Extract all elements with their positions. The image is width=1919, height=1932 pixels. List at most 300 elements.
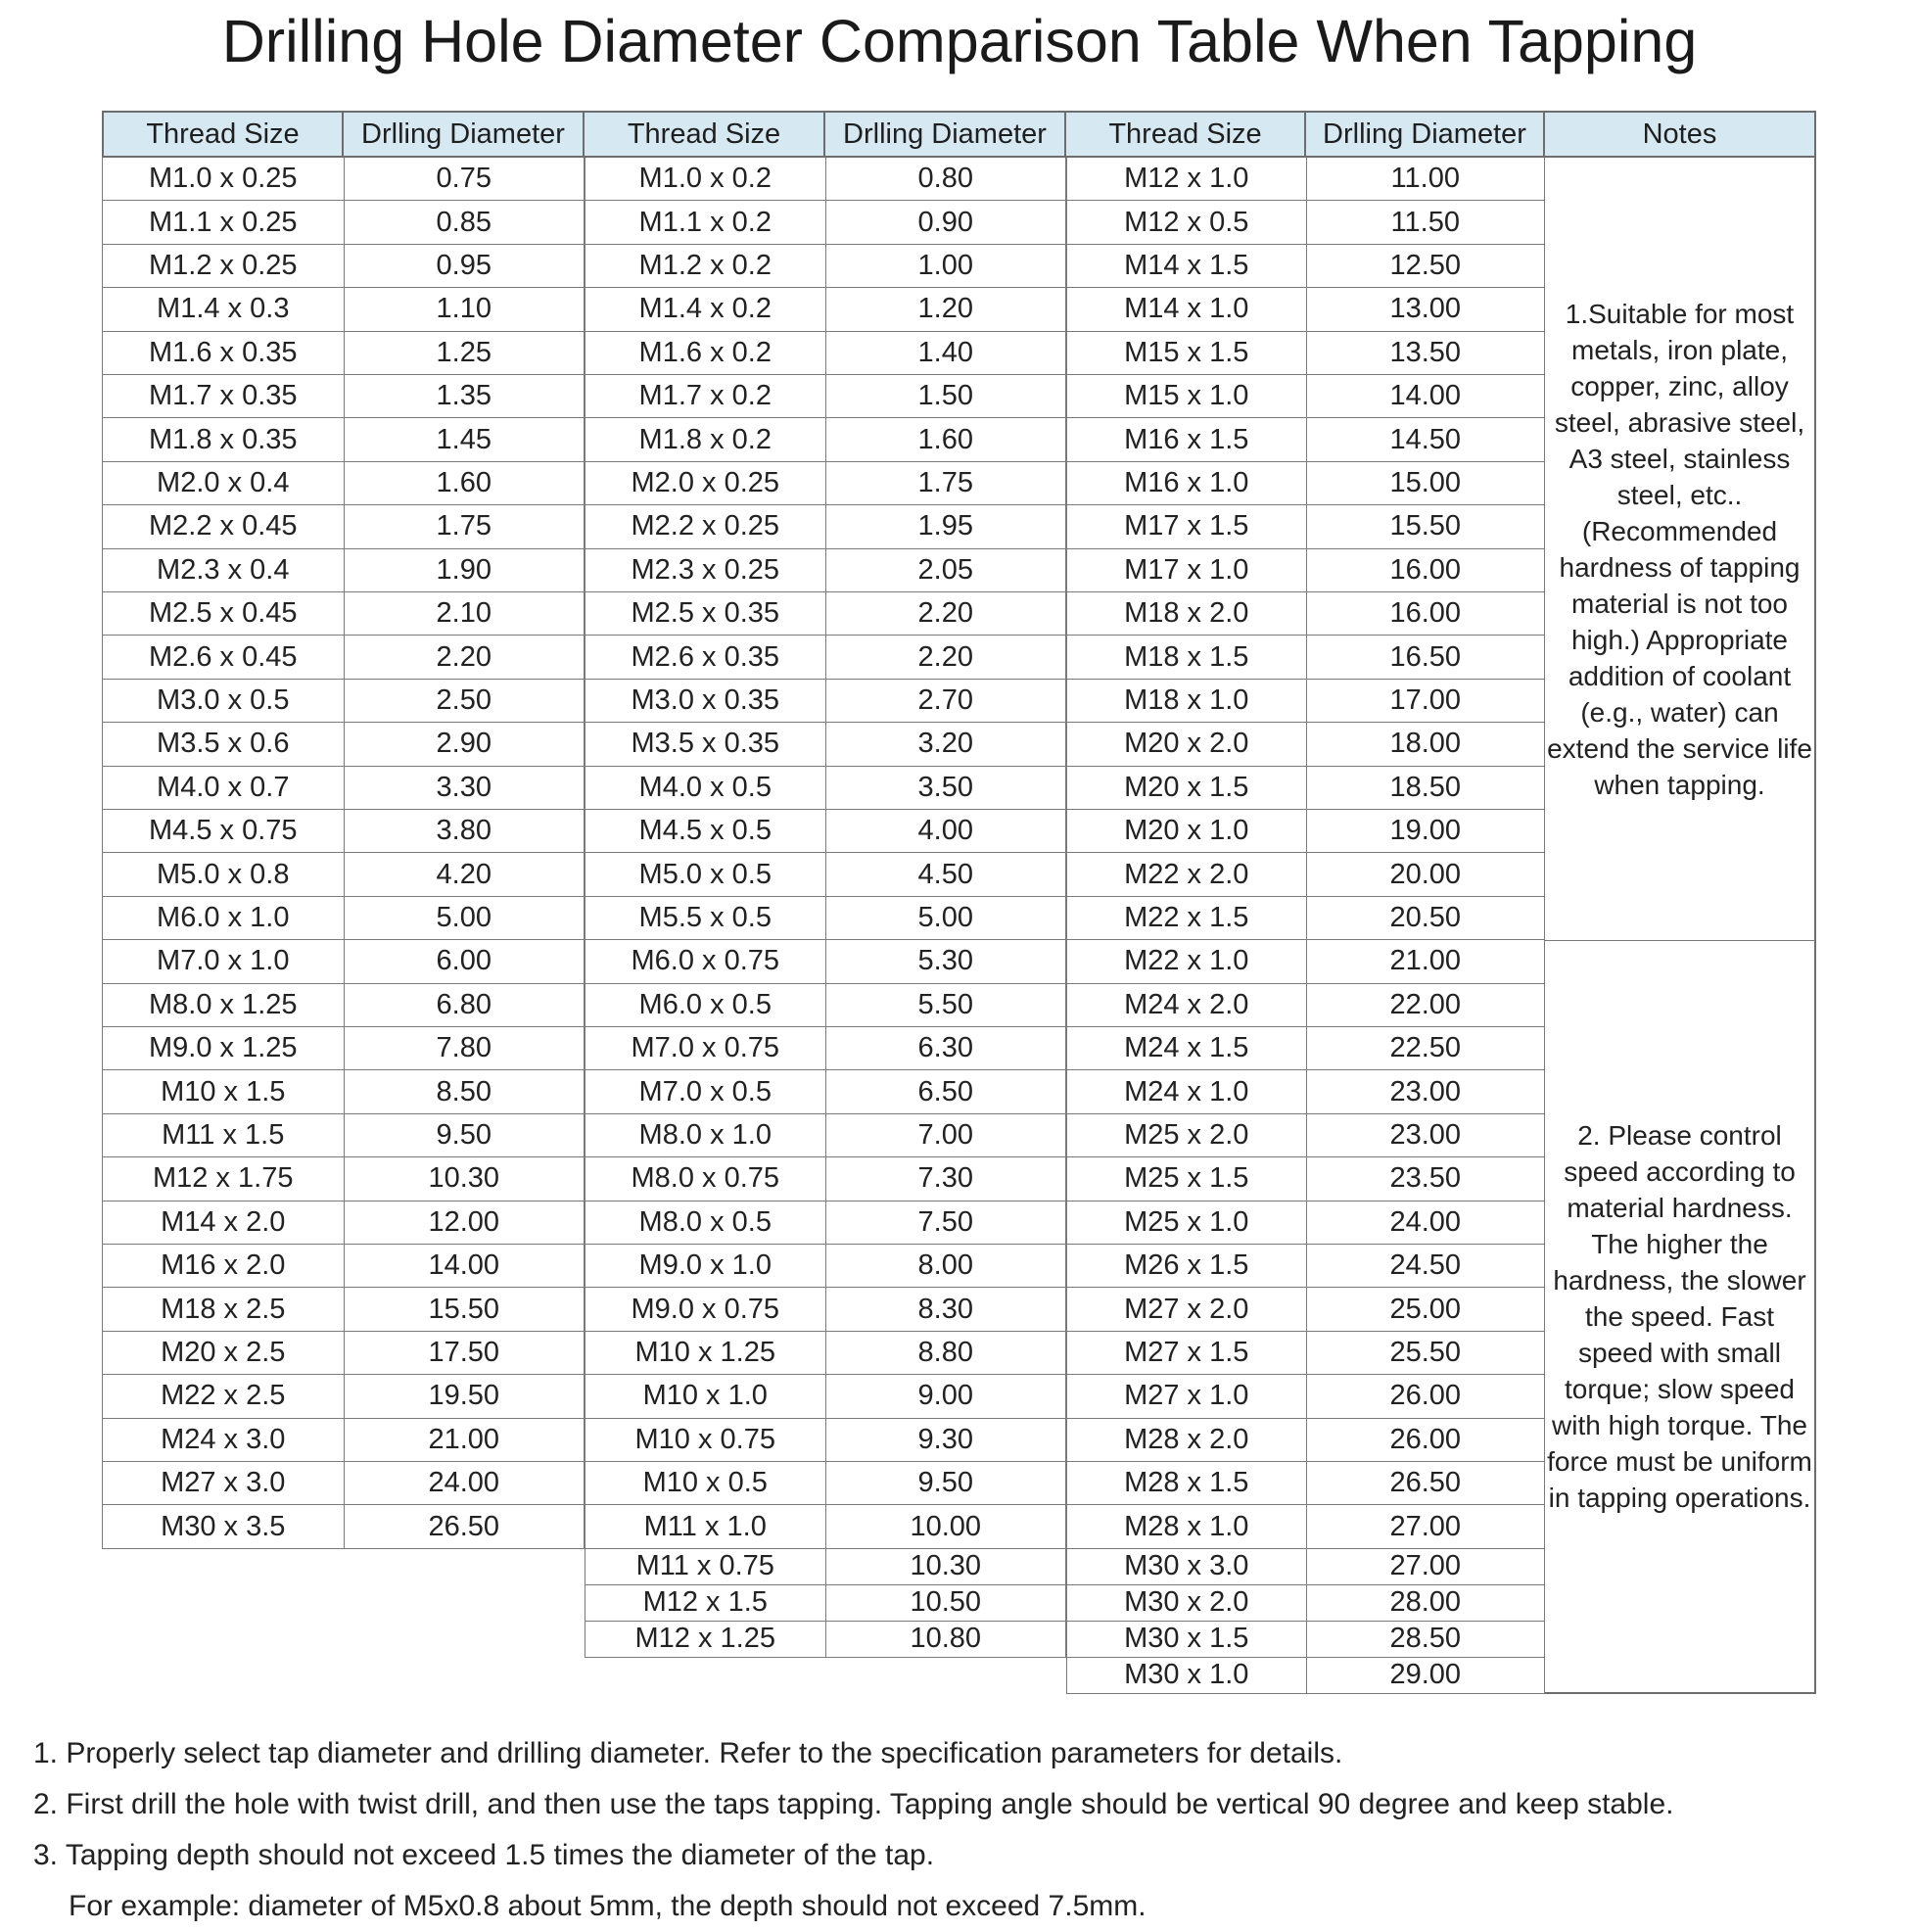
thread-size-cell: M16 x 1.5	[1067, 418, 1307, 460]
table-row	[585, 462, 1066, 505]
thread-size-cell: M2.3 x 0.4	[103, 549, 345, 591]
table-row	[1066, 1375, 1545, 1418]
table-row	[1066, 158, 1545, 201]
drilling-diameter-cell: 3.20	[826, 723, 1067, 765]
thread-size-cell: M12 x 1.0	[1067, 158, 1307, 200]
drilling-diameter-cell: 2.05	[826, 549, 1067, 591]
drilling-diameter-cell: 5.50	[826, 984, 1067, 1026]
drilling-diameter-cell: 10.30	[345, 1157, 585, 1200]
thread-size-cell: M18 x 1.0	[1067, 680, 1307, 722]
drilling-diameter-cell: 8.50	[345, 1070, 585, 1112]
thread-size-cell: M17 x 1.5	[1067, 505, 1307, 547]
drilling-diameter-cell: 6.00	[345, 940, 585, 982]
table-row	[585, 1027, 1066, 1070]
thread-size-cell: M1.6 x 0.2	[585, 332, 826, 374]
drilling-diameter-cell: 10.00	[826, 1505, 1067, 1547]
thread-size-cell: M15 x 1.5	[1067, 332, 1307, 374]
notes-text-1: 1.Suitable for most metals, iron plate, copper, zinc, alloy steel, abrasive steel, A3 steel, stainless steel, etc..(Recommended hardness of tapping material is not too high.) Appropriate addition of coolant (e.g., water) can extend the service life when tapping.	[1547, 298, 1812, 800]
header-drilling-diameter-3: Drlling Diameter	[1306, 111, 1545, 158]
table-row	[102, 158, 585, 201]
footnote-3: 3. Tapping depth should not exceed 1.5 times the diameter of the tap.	[33, 1839, 935, 1871]
drilling-diameter-cell: 14.00	[345, 1245, 585, 1287]
drilling-diameter-cell: 1.50	[826, 375, 1067, 417]
table-row	[102, 1288, 585, 1331]
table-row	[1066, 1070, 1545, 1113]
table-row	[585, 1288, 1066, 1331]
drilling-diameter-cell: 3.50	[826, 767, 1067, 809]
notes-cell-1	[1545, 158, 1816, 941]
drilling-diameter-cell: 1.95	[826, 505, 1067, 547]
table-row	[1066, 332, 1545, 375]
thread-size-cell: M10 x 0.5	[585, 1462, 826, 1504]
drilling-diameter-cell: 25.00	[1307, 1288, 1546, 1330]
drilling-diameter-cell: 10.80	[826, 1622, 1067, 1657]
table-row	[1066, 984, 1545, 1027]
drilling-diameter-cell: 2.70	[826, 680, 1067, 722]
thread-size-cell: M22 x 1.0	[1067, 940, 1307, 982]
drilling-diameter-cell: 4.20	[345, 853, 585, 895]
thread-size-cell: M1.1 x 0.2	[585, 201, 826, 243]
drilling-diameter-cell: 2.90	[345, 723, 585, 765]
table-row	[102, 505, 585, 548]
table-row	[585, 810, 1066, 853]
table-row	[102, 1114, 585, 1157]
thread-size-cell: M10 x 0.75	[585, 1419, 826, 1461]
table-row	[1066, 723, 1545, 766]
drilling-diameter-cell: 1.40	[826, 332, 1067, 374]
table-row	[102, 201, 585, 244]
drilling-diameter-cell: 0.80	[826, 158, 1067, 200]
thread-size-cell: M1.4 x 0.2	[585, 288, 826, 330]
thread-size-cell: M20 x 1.0	[1067, 810, 1307, 852]
thread-size-cell: M24 x 2.0	[1067, 984, 1307, 1026]
table-row	[1066, 592, 1545, 636]
table-row	[585, 592, 1066, 636]
table-row	[102, 375, 585, 418]
thread-size-cell: M24 x 1.5	[1067, 1027, 1307, 1069]
drilling-diameter-cell: 22.50	[1307, 1027, 1546, 1069]
thread-size-cell: M2.0 x 0.25	[585, 462, 826, 504]
table-row	[585, 505, 1066, 548]
table-row	[1066, 1114, 1545, 1157]
table-row	[585, 984, 1066, 1027]
drilling-diameter-cell: 24.00	[1307, 1202, 1546, 1244]
thread-size-cell: M12 x 1.5	[585, 1585, 826, 1621]
drilling-diameter-cell: 27.00	[1307, 1505, 1546, 1547]
thread-size-cell: M1.7 x 0.35	[103, 375, 345, 417]
thread-size-cell: M18 x 1.5	[1067, 636, 1307, 678]
thread-size-cell: M4.5 x 0.75	[103, 810, 345, 852]
table-row	[585, 549, 1066, 592]
table-row	[1066, 1332, 1545, 1375]
thread-size-cell: M30 x 2.0	[1067, 1585, 1307, 1621]
thread-size-cell: M27 x 1.5	[1067, 1332, 1307, 1374]
table-row	[585, 158, 1066, 201]
thread-size-cell: M8.0 x 1.0	[585, 1114, 826, 1156]
header-thread-size-2: Thread Size	[585, 111, 825, 158]
drilling-diameter-cell: 18.50	[1307, 767, 1546, 809]
table-row	[585, 1157, 1066, 1201]
drilling-diameter-cell: 23.00	[1307, 1114, 1546, 1156]
table-row	[102, 984, 585, 1027]
drilling-diameter-cell: 27.00	[1307, 1549, 1546, 1584]
drilling-diameter-cell: 13.00	[1307, 288, 1546, 330]
thread-size-cell: M1.2 x 0.2	[585, 245, 826, 287]
thread-size-cell: M3.5 x 0.6	[103, 723, 345, 765]
table-row	[102, 332, 585, 375]
drilling-diameter-cell: 2.50	[345, 680, 585, 722]
drilling-diameter-cell: 6.50	[826, 1070, 1067, 1112]
thread-size-cell: M28 x 1.5	[1067, 1462, 1307, 1504]
drilling-diameter-cell: 2.20	[826, 636, 1067, 678]
drilling-diameter-cell: 7.30	[826, 1157, 1067, 1200]
thread-size-cell: M6.0 x 0.75	[585, 940, 826, 982]
drilling-diameter-cell: 26.00	[1307, 1419, 1546, 1461]
table-row	[1066, 810, 1545, 853]
table-row	[1066, 1419, 1545, 1462]
drilling-diameter-cell: 9.50	[345, 1114, 585, 1156]
thread-size-cell: M22 x 2.0	[1067, 853, 1307, 895]
thread-size-cell: M1.8 x 0.35	[103, 418, 345, 460]
footnote-1: 1. Properly select tap diameter and drilling diameter. Refer to the specification parameters for details.	[33, 1737, 1343, 1769]
drilling-diameter-cell: 1.60	[826, 418, 1067, 460]
footnotes	[33, 1728, 1894, 1932]
thread-size-cell: M8.0 x 0.5	[585, 1202, 826, 1244]
thread-size-cell: M20 x 2.0	[1067, 723, 1307, 765]
thread-size-cell: M9.0 x 1.0	[585, 1245, 826, 1287]
thread-size-cell: M24 x 1.0	[1067, 1070, 1307, 1112]
table-row	[1066, 1622, 1545, 1658]
table-row	[585, 853, 1066, 896]
thread-size-cell: M2.5 x 0.35	[585, 592, 826, 635]
drilling-diameter-cell: 17.50	[345, 1332, 585, 1374]
thread-size-cell: M18 x 2.0	[1067, 592, 1307, 635]
drilling-diameter-cell: 29.00	[1307, 1658, 1546, 1693]
thread-size-cell: M1.0 x 0.2	[585, 158, 826, 200]
table-row	[585, 767, 1066, 810]
table-row	[585, 897, 1066, 940]
table-row	[1066, 1027, 1545, 1070]
thread-size-cell: M6.0 x 0.5	[585, 984, 826, 1026]
thread-size-cell: M27 x 2.0	[1067, 1288, 1307, 1330]
thread-size-cell: M11 x 0.75	[585, 1549, 826, 1584]
table-row	[1066, 1462, 1545, 1505]
table-row	[585, 1622, 1066, 1658]
table-row	[102, 1505, 585, 1548]
drilling-diameter-cell: 20.50	[1307, 897, 1546, 939]
drilling-diameter-cell: 9.00	[826, 1375, 1067, 1417]
drilling-diameter-cell: 7.80	[345, 1027, 585, 1069]
drilling-diameter-cell: 1.60	[345, 462, 585, 504]
drilling-diameter-cell: 24.50	[1307, 1245, 1546, 1287]
table-row	[585, 375, 1066, 418]
drilling-diameter-cell: 1.25	[345, 332, 585, 374]
table-row	[585, 1419, 1066, 1462]
table-row	[1066, 245, 1545, 288]
table-row	[1066, 418, 1545, 461]
thread-size-cell: M14 x 1.5	[1067, 245, 1307, 287]
table-row	[102, 288, 585, 331]
header-thread-size-3: Thread Size	[1066, 111, 1306, 158]
thread-size-cell: M17 x 1.0	[1067, 549, 1307, 591]
table-row	[585, 245, 1066, 288]
drilling-diameter-cell: 4.50	[826, 853, 1067, 895]
drilling-diameter-cell: 21.00	[345, 1419, 585, 1461]
thread-size-cell: M16 x 1.0	[1067, 462, 1307, 504]
drilling-diameter-cell: 2.20	[826, 592, 1067, 635]
thread-size-cell: M11 x 1.5	[103, 1114, 345, 1156]
table-row	[102, 810, 585, 853]
table-row	[102, 897, 585, 940]
thread-size-cell: M4.0 x 0.5	[585, 767, 826, 809]
drilling-diameter-cell: 25.50	[1307, 1332, 1546, 1374]
drilling-diameter-cell: 15.50	[1307, 505, 1546, 547]
table-row	[102, 723, 585, 766]
thread-size-cell: M7.0 x 0.5	[585, 1070, 826, 1112]
thread-size-cell: M7.0 x 1.0	[103, 940, 345, 982]
thread-size-cell: M1.6 x 0.35	[103, 332, 345, 374]
table-row	[585, 1375, 1066, 1418]
drilling-diameter-cell: 17.00	[1307, 680, 1546, 722]
drilling-diameter-cell: 20.00	[1307, 853, 1546, 895]
table-row	[1066, 1658, 1545, 1694]
thread-size-cell: M9.0 x 0.75	[585, 1288, 826, 1330]
thread-size-cell: M5.5 x 0.5	[585, 897, 826, 939]
thread-size-cell: M1.0 x 0.25	[103, 158, 345, 200]
thread-size-cell: M11 x 1.0	[585, 1505, 826, 1547]
drilling-diameter-cell: 1.90	[345, 549, 585, 591]
drilling-diameter-cell: 0.90	[826, 201, 1067, 243]
drilling-diameter-cell: 12.50	[1307, 245, 1546, 287]
drilling-diameter-cell: 26.50	[1307, 1462, 1546, 1504]
thread-size-cell: M30 x 3.0	[1067, 1549, 1307, 1584]
drilling-diameter-cell: 1.75	[345, 505, 585, 547]
thread-size-cell: M10 x 1.0	[585, 1375, 826, 1417]
drilling-diameter-cell: 28.50	[1307, 1622, 1546, 1657]
thread-size-cell: M3.0 x 0.35	[585, 680, 826, 722]
drilling-diameter-cell: 16.00	[1307, 549, 1546, 591]
drilling-diameter-cell: 10.30	[826, 1549, 1067, 1584]
thread-size-cell: M22 x 1.5	[1067, 897, 1307, 939]
thread-size-cell: M2.0 x 0.4	[103, 462, 345, 504]
drilling-diameter-cell: 5.00	[345, 897, 585, 939]
table-row	[102, 853, 585, 896]
thread-size-cell: M1.1 x 0.25	[103, 201, 345, 243]
footnote-2: 2. First drill the hole with twist drill, and then use the taps tapping. Tapping angle should be vertical 90 degree and keep stable.	[33, 1788, 1674, 1820]
table-row	[102, 1332, 585, 1375]
drilling-diameter-cell: 14.50	[1307, 418, 1546, 460]
drilling-diameter-cell: 7.50	[826, 1202, 1067, 1244]
thread-size-cell: M27 x 3.0	[103, 1462, 345, 1504]
thread-size-cell: M25 x 2.0	[1067, 1114, 1307, 1156]
drilling-diameter-cell: 1.35	[345, 375, 585, 417]
table-row	[102, 549, 585, 592]
table-row	[102, 592, 585, 636]
drilling-diameter-cell: 26.00	[1307, 1375, 1546, 1417]
drilling-diameter-cell: 21.00	[1307, 940, 1546, 982]
header-drilling-diameter-1: Drlling Diameter	[344, 111, 585, 158]
table-row	[102, 940, 585, 983]
table-row	[1066, 1157, 1545, 1201]
table-row	[102, 767, 585, 810]
drilling-diameter-cell: 22.00	[1307, 984, 1546, 1026]
table-row	[585, 723, 1066, 766]
drilling-diameter-cell: 4.00	[826, 810, 1067, 852]
thread-size-cell: M8.0 x 1.25	[103, 984, 345, 1026]
table-row	[585, 418, 1066, 461]
thread-size-cell: M27 x 1.0	[1067, 1375, 1307, 1417]
thread-size-cell: M28 x 2.0	[1067, 1419, 1307, 1461]
drilling-diameter-cell: 1.00	[826, 245, 1067, 287]
table-row	[1066, 1549, 1545, 1585]
table-row	[1066, 940, 1545, 983]
thread-size-cell: M8.0 x 0.75	[585, 1157, 826, 1200]
drilling-diameter-cell: 11.00	[1307, 158, 1546, 200]
table-row	[102, 462, 585, 505]
drilling-diameter-cell: 3.30	[345, 767, 585, 809]
thread-size-cell: M2.2 x 0.25	[585, 505, 826, 547]
thread-size-cell: M16 x 2.0	[103, 1245, 345, 1287]
drilling-diameter-cell: 7.00	[826, 1114, 1067, 1156]
thread-size-cell: M22 x 2.5	[103, 1375, 345, 1417]
table-row	[585, 940, 1066, 983]
table-row	[102, 1245, 585, 1288]
thread-size-cell: M18 x 2.5	[103, 1288, 345, 1330]
drilling-diameter-cell: 6.80	[345, 984, 585, 1026]
thread-size-cell: M30 x 1.0	[1067, 1658, 1307, 1693]
thread-size-cell: M26 x 1.5	[1067, 1245, 1307, 1287]
drilling-diameter-cell: 19.50	[345, 1375, 585, 1417]
table-row	[102, 1157, 585, 1201]
thread-size-cell: M1.7 x 0.2	[585, 375, 826, 417]
drilling-diameter-cell: 18.00	[1307, 723, 1546, 765]
table-row	[102, 1027, 585, 1070]
thread-size-cell: M5.0 x 0.8	[103, 853, 345, 895]
drilling-diameter-cell: 1.10	[345, 288, 585, 330]
page-title: Drilling Hole Diameter Comparison Table When Tapping	[221, 8, 1698, 74]
table-row	[1066, 375, 1545, 418]
thread-size-cell: M6.0 x 1.0	[103, 897, 345, 939]
drilling-diameter-cell: 10.50	[826, 1585, 1067, 1621]
thread-size-cell: M30 x 3.5	[103, 1505, 345, 1547]
table-row	[585, 1549, 1066, 1585]
table-row	[1066, 1505, 1545, 1548]
table-row	[102, 680, 585, 723]
drilling-diameter-cell: 0.75	[345, 158, 585, 200]
thread-size-cell: M28 x 1.0	[1067, 1505, 1307, 1547]
thread-size-cell: M14 x 2.0	[103, 1202, 345, 1244]
table-row	[585, 1585, 1066, 1622]
thread-size-cell: M24 x 3.0	[103, 1419, 345, 1461]
table-row	[1066, 505, 1545, 548]
thread-size-cell: M2.6 x 0.45	[103, 636, 345, 678]
drilling-diameter-cell: 16.50	[1307, 636, 1546, 678]
thread-size-cell: M3.5 x 0.35	[585, 723, 826, 765]
thread-size-cell: M20 x 2.5	[103, 1332, 345, 1374]
drilling-diameter-cell: 12.00	[345, 1202, 585, 1244]
drilling-diameter-cell: 0.95	[345, 245, 585, 287]
thread-size-cell: M14 x 1.0	[1067, 288, 1307, 330]
thread-size-cell: M4.5 x 0.5	[585, 810, 826, 852]
thread-size-cell: M7.0 x 0.75	[585, 1027, 826, 1069]
notes-cell-2	[1545, 941, 1816, 1694]
thread-size-cell: M30 x 1.5	[1067, 1622, 1307, 1657]
table-row	[585, 1245, 1066, 1288]
table-row	[585, 1202, 1066, 1245]
drilling-diameter-cell: 3.80	[345, 810, 585, 852]
table-row	[1066, 767, 1545, 810]
thread-size-cell: M9.0 x 1.25	[103, 1027, 345, 1069]
header-notes: Notes	[1545, 111, 1816, 158]
drilling-diameter-cell: 13.50	[1307, 332, 1546, 374]
thread-size-cell: M3.0 x 0.5	[103, 680, 345, 722]
thread-size-cell: M2.2 x 0.45	[103, 505, 345, 547]
drilling-diameter-cell: 8.30	[826, 1288, 1067, 1330]
drilling-diameter-cell: 15.50	[345, 1288, 585, 1330]
drilling-diameter-cell: 14.00	[1307, 375, 1546, 417]
table-row	[1066, 462, 1545, 505]
thread-size-cell: M25 x 1.5	[1067, 1157, 1307, 1200]
thread-size-cell: M2.3 x 0.25	[585, 549, 826, 591]
thread-size-cell: M15 x 1.0	[1067, 375, 1307, 417]
thread-size-cell: M12 x 1.75	[103, 1157, 345, 1200]
thread-size-cell: M5.0 x 0.5	[585, 853, 826, 895]
drilling-diameter-cell: 23.50	[1307, 1157, 1546, 1200]
table-row	[102, 1462, 585, 1505]
drilling-diameter-cell: 6.30	[826, 1027, 1067, 1069]
table-row	[585, 201, 1066, 244]
drilling-diameter-cell: 8.80	[826, 1332, 1067, 1374]
drilling-diameter-cell: 28.00	[1307, 1585, 1546, 1621]
drilling-diameter-cell: 8.00	[826, 1245, 1067, 1287]
table-row	[585, 1070, 1066, 1113]
drilling-diameter-cell: 0.85	[345, 201, 585, 243]
table-row	[1066, 201, 1545, 244]
thread-size-cell: M10 x 1.5	[103, 1070, 345, 1112]
table-row	[1066, 1585, 1545, 1622]
table-row	[1066, 288, 1545, 331]
table-row	[585, 1114, 1066, 1157]
table-row	[102, 1202, 585, 1245]
drilling-diameter-cell: 15.00	[1307, 462, 1546, 504]
thread-size-cell: M12 x 1.25	[585, 1622, 826, 1657]
thread-size-cell: M1.2 x 0.25	[103, 245, 345, 287]
header-thread-size-1: Thread Size	[102, 111, 344, 158]
table-row	[585, 636, 1066, 679]
drilling-diameter-cell: 5.00	[826, 897, 1067, 939]
table-row	[1066, 1202, 1545, 1245]
thread-size-cell: M10 x 1.25	[585, 1332, 826, 1374]
thread-size-cell: M12 x 0.5	[1067, 201, 1307, 243]
thread-size-cell: M25 x 1.0	[1067, 1202, 1307, 1244]
drilling-diameter-cell: 9.30	[826, 1419, 1067, 1461]
table-row	[1066, 897, 1545, 940]
drilling-diameter-cell: 24.00	[345, 1462, 585, 1504]
thread-size-cell: M4.0 x 0.7	[103, 767, 345, 809]
thread-size-cell: M20 x 1.5	[1067, 767, 1307, 809]
table-row	[102, 418, 585, 461]
thread-size-cell: M1.4 x 0.3	[103, 288, 345, 330]
drilling-diameter-cell: 23.00	[1307, 1070, 1546, 1112]
table-row	[585, 1505, 1066, 1548]
table-row	[102, 245, 585, 288]
header-drilling-diameter-2: Drlling Diameter	[825, 111, 1066, 158]
table-row	[1066, 1245, 1545, 1288]
thread-size-cell: M2.6 x 0.35	[585, 636, 826, 678]
drilling-diameter-cell: 5.30	[826, 940, 1067, 982]
table-row	[585, 288, 1066, 331]
table-row	[1066, 853, 1545, 896]
